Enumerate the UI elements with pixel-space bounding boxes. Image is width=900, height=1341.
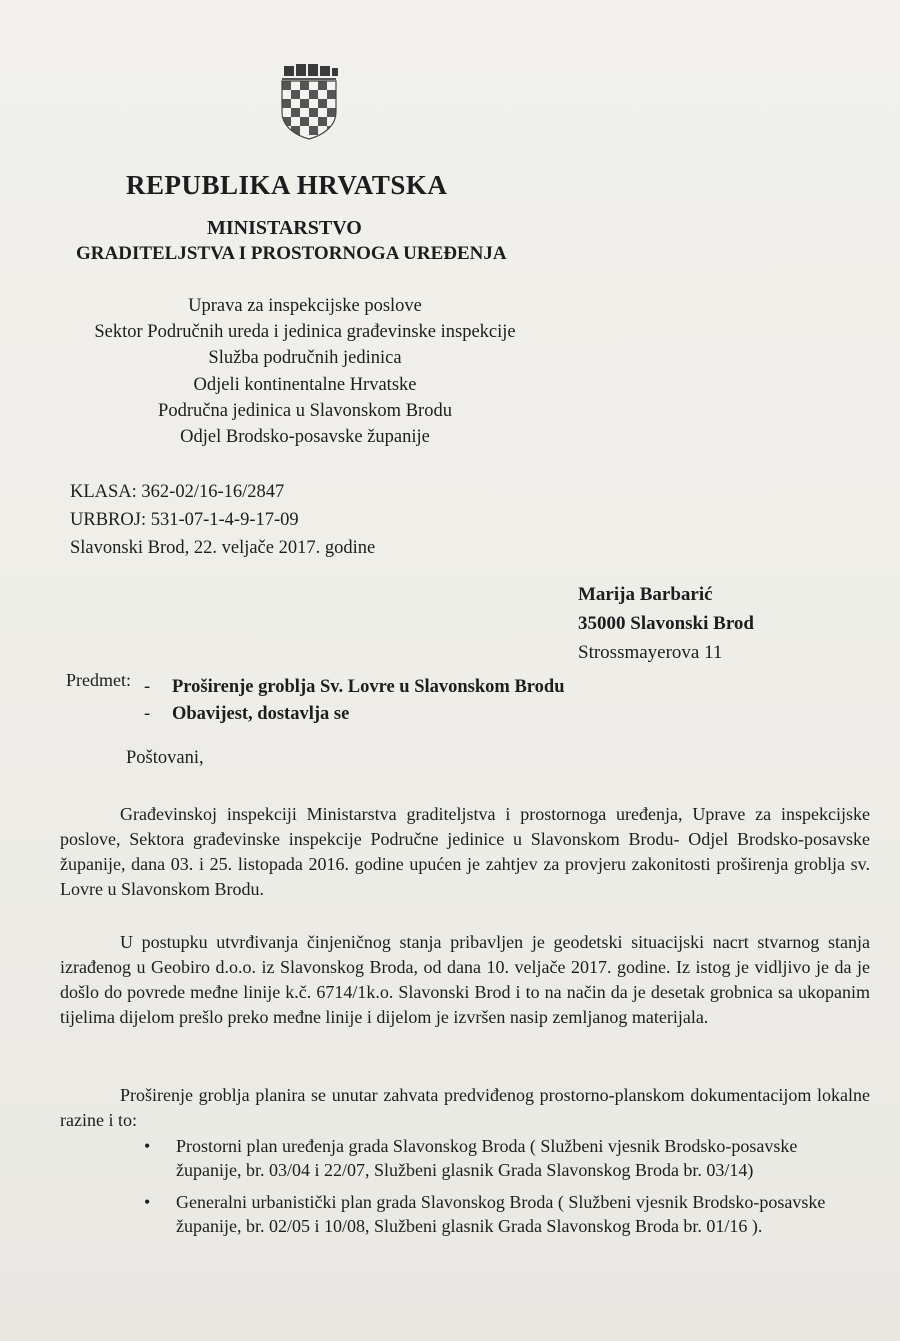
ministry-subtitle: GRADITELJSTVA I PROSTORNOGA UREĐENJA <box>76 243 507 264</box>
unit-line: Služba područnih jedinica <box>208 348 402 369</box>
bullet-icon: • <box>144 1136 151 1156</box>
klasa-number: KLASA: 362-02/16-16/2847 <box>70 482 285 502</box>
recipient-name: Marija Barbarić <box>578 584 713 605</box>
unit-line: Odjeli kontinentalne Hrvatske <box>193 374 417 395</box>
recipient-city: 35000 Slavonski Brod <box>578 613 754 634</box>
place-date: Slavonski Brod, 22. veljače 2017. godine <box>70 538 376 558</box>
reference-block <box>70 478 375 562</box>
ministry-title: MINISTARSTVO <box>207 217 362 239</box>
subject-line: - Proširenje groblja Sv. Lovre u Slavonskom Brodu <box>144 674 565 701</box>
bullet-icon: • <box>144 1192 151 1212</box>
subject-line: - Obavijest, dostavlja se <box>144 701 565 728</box>
subject-lines <box>144 674 565 728</box>
recipient-address <box>578 580 754 667</box>
organizational-units <box>60 293 550 450</box>
plan-list <box>140 1134 855 1246</box>
body-paragraph: Proširenje groblja planira se unutar zahvata predviđenog prostorno-planskom dokumentacijom lokalne razine i to: <box>60 1085 870 1130</box>
salutation: Poštovani, <box>126 748 204 768</box>
urbroj-number: URBROJ: 531-07-1-4-9-17-09 <box>70 510 299 530</box>
recipient-street: Strossmayerova 11 <box>578 642 723 663</box>
body-paragraph: U postupku utvrđivanja činjeničnog stanja pribavljen je geodetski situacijski nacrt stvarnog stanja izrađenog u Geobiro d.o.o. iz Slavonskog Broda, od dana 10. veljače 2017. godine. Iz istog je vidljivo je da je došlo do povrede međne linije k.č. 6714/1k.o. Slavonski Brod i to na način da je desetak grobnica sa ukopanim tijelima dijelom prešlo preko međne linije i dijelom je izvršen nasip zemljanog materijala. <box>60 932 870 1027</box>
body-paragraph: Građevinskoj inspekciji Ministarstva graditeljstva i prostornoga uređenja, Uprave za inspekcijske poslove, Sektora građevinske inspekcije Područne jedinice u Slavonskom Brodu- Odjel Brodsko-posavske županije, dana 03. i 25. listopada 2016. godine upućen je zahtjev za provjeru zakonitosti proširenja groblja sv. Lovre u Slavonskom Brodu. <box>60 804 870 899</box>
unit-line: Odjel Brodsko-posavske županije <box>180 427 430 448</box>
list-item: • Generalni urbanistički plan grada Slavonskog Broda ( Službeni vjesnik Brodsko-posavske županije, br. 02/05 i 10/08, Službeni glasnik Grada Slavonskog Broda br. 01/16 ). <box>144 1192 826 1236</box>
unit-line: Sektor Područnih ureda i jedinica građevinske inspekcije <box>94 322 516 343</box>
croatian-coat-of-arms-icon <box>278 64 340 140</box>
list-item: • Prostorni plan uređenja grada Slavonskog Broda ( Službeni vjesnik Brodsko-posavske županije, br. 03/04 i 22/07, Službeni glasnik Grada Slavonskog Broda br. 03/14) <box>144 1136 798 1180</box>
subject-label: Predmet: <box>66 670 131 690</box>
unit-line: Uprava za inspekcijske poslove <box>188 296 422 316</box>
country-title: REPUBLIKA HRVATSKA <box>126 170 448 200</box>
unit-line: Područna jedinica u Slavonskom Brodu <box>158 400 452 421</box>
